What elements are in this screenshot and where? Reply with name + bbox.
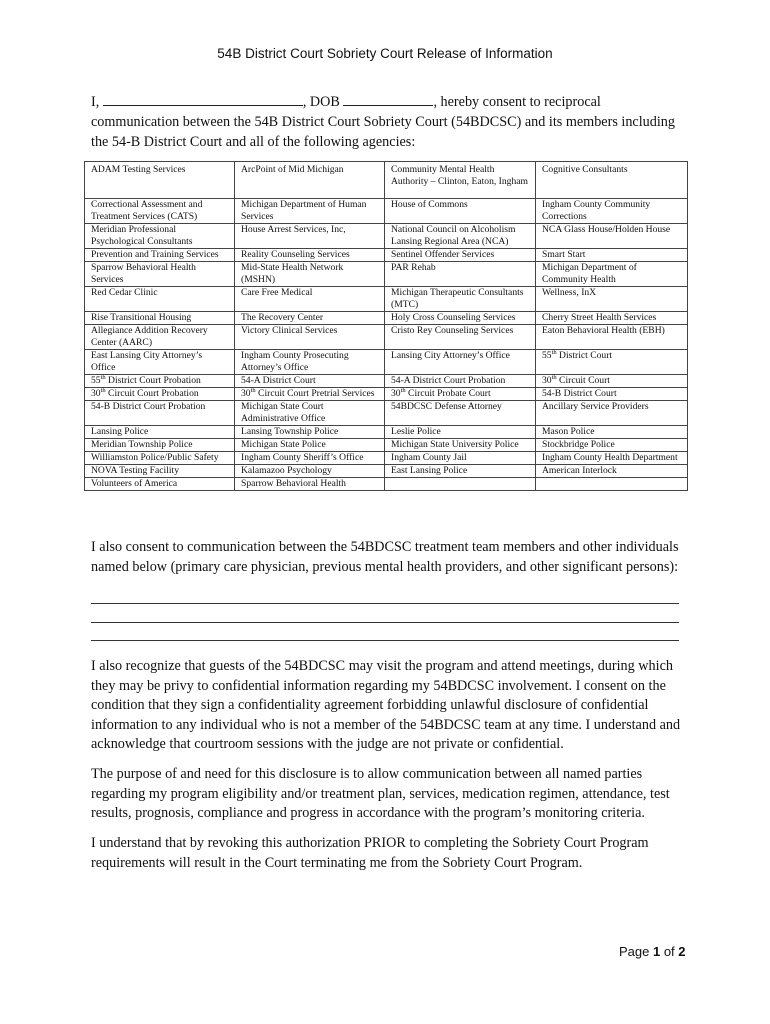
named-individual-line-3[interactable] bbox=[91, 640, 679, 641]
agency-cell: Stockbridge Police bbox=[536, 439, 688, 452]
table-row bbox=[85, 452, 688, 465]
table-row bbox=[85, 478, 688, 491]
agency-cell: Lansing Township Police bbox=[235, 426, 385, 439]
intro-lead: I, bbox=[91, 94, 103, 110]
agency-cell bbox=[536, 478, 688, 491]
agency-cell: ADAM Testing Services bbox=[85, 162, 235, 199]
agency-cell: Mid-State Health Network (MSHN) bbox=[235, 262, 385, 287]
agency-cell: House of Commons bbox=[385, 199, 536, 224]
agency-cell: East Lansing Police bbox=[385, 465, 536, 478]
agency-cell: Sparrow Behavioral Health bbox=[235, 478, 385, 491]
page-number: Page 1 of 2 bbox=[619, 944, 686, 959]
intro-line-2: communication between the 54B District Court Sobriety Court (54BDCSC) and its members including bbox=[91, 114, 675, 130]
table-row bbox=[85, 426, 688, 439]
agency-cell: Eaton Behavioral Health (EBH) bbox=[536, 325, 688, 350]
agency-cell: Prevention and Training Services bbox=[85, 249, 235, 262]
table-row bbox=[85, 224, 688, 249]
agency-cell: PAR Rehab bbox=[385, 262, 536, 287]
agency-cell: Holy Cross Counseling Services bbox=[385, 312, 536, 325]
table-row bbox=[85, 401, 688, 426]
agency-cell: 30th Circuit Court bbox=[536, 375, 688, 388]
table-row bbox=[85, 287, 688, 312]
table-row bbox=[85, 312, 688, 325]
agency-cell: American Interlock bbox=[536, 465, 688, 478]
table-row bbox=[85, 439, 688, 452]
intro-tail: , hereby consent to reciprocal bbox=[433, 94, 601, 110]
agency-cell: 30th Circuit Court Probation bbox=[85, 388, 235, 401]
agency-cell: Ancillary Service Providers bbox=[536, 401, 688, 426]
agency-cell: Michigan Therapeutic Consultants (MTC) bbox=[385, 287, 536, 312]
agency-cell: Meridian Township Police bbox=[85, 439, 235, 452]
table-row bbox=[85, 350, 688, 375]
agency-cell: Rise Transitional Housing bbox=[85, 312, 235, 325]
name-blank-field[interactable] bbox=[103, 92, 303, 106]
agency-cell: Michigan State Police bbox=[235, 439, 385, 452]
agency-cell: Ingham County Health Department bbox=[536, 452, 688, 465]
purpose-paragraph: The purpose of and need for this disclosure is to allow communication between all named parties regarding my program eligibility and/or treatment plan, services, medication regimen, attendance, test results, prognosis, compliance and progress in accordance with the program’s monitoring criteria. bbox=[91, 766, 670, 821]
agency-cell: Ingham County Jail bbox=[385, 452, 536, 465]
agency-cell: Volunteers of America bbox=[85, 478, 235, 491]
agency-cell bbox=[385, 478, 536, 491]
agency-cell: 55th District Court Probation bbox=[85, 375, 235, 388]
table-row bbox=[85, 162, 688, 199]
agency-cell: Community Mental Health Authority – Clinton, Eaton, Ingham bbox=[385, 162, 536, 199]
agency-cell: 54-B District Court bbox=[536, 388, 688, 401]
agency-cell: Allegiance Addition Recovery Center (AARC) bbox=[85, 325, 235, 350]
agency-cell: Michigan Department of Human Services bbox=[235, 199, 385, 224]
document-title: 54B District Court Sobriety Court Release of Information bbox=[217, 46, 553, 61]
agency-cell: NOVA Testing Facility bbox=[85, 465, 235, 478]
agency-cell: Lansing Police bbox=[85, 426, 235, 439]
agency-cell: Ingham County Sheriff’s Office bbox=[235, 452, 385, 465]
agency-cell: ArcPoint of Mid Michigan bbox=[235, 162, 385, 199]
table-row bbox=[85, 199, 688, 224]
agency-cell: Victory Clinical Services bbox=[235, 325, 385, 350]
agency-cell: Michigan Department of Community Health bbox=[536, 262, 688, 287]
agency-cell: House Arrest Services, Inc, bbox=[235, 224, 385, 249]
agency-cell: Care Free Medical bbox=[235, 287, 385, 312]
agency-cell: 54-B District Court Probation bbox=[85, 401, 235, 426]
intro-line-3: the 54-B District Court and all of the following agencies: bbox=[91, 134, 416, 150]
agency-cell: Correctional Assessment and Treatment Services (CATS) bbox=[85, 199, 235, 224]
agency-cell: Mason Police bbox=[536, 426, 688, 439]
guests-paragraph: I also recognize that guests of the 54BDCSC may visit the program and attend meetings, during which they may be privy to confidential information regarding my 54BDCSC involvement. I consent on the condition that they sign a confidentiality agreement forbidding unlawful disclosure of confidential information to any individual who is not a member of the 54BDCSC team at any time. I understand and acknowledge that courtroom sessions with the judge are not private or confidential. bbox=[91, 658, 681, 752]
agency-cell: Cristo Rey Counseling Services bbox=[385, 325, 536, 350]
agency-cell: 30th Circuit Probate Court bbox=[385, 388, 536, 401]
agency-cell: Michigan State Court Administrative Office bbox=[235, 401, 385, 426]
revoke-paragraph: I understand that by revoking this authorization PRIOR to completing the Sobriety Court Program requirements will result in the Court terminating me from the Sobriety Court Program. bbox=[91, 835, 649, 871]
named-individual-line-2[interactable] bbox=[91, 622, 679, 623]
agency-cell: Sentinel Offender Services bbox=[385, 249, 536, 262]
agency-cell: 54-A District Court bbox=[235, 375, 385, 388]
agency-cell: Red Cedar Clinic bbox=[85, 287, 235, 312]
agency-cell: Cognitive Consultants bbox=[536, 162, 688, 199]
table-row bbox=[85, 465, 688, 478]
table-row bbox=[85, 325, 688, 350]
agency-cell: Michigan State University Police bbox=[385, 439, 536, 452]
table-row bbox=[85, 262, 688, 287]
agency-cell: Ingham County Prosecuting Attorney’s Office bbox=[235, 350, 385, 375]
agency-cell: Meridian Professional Psychological Consultants bbox=[85, 224, 235, 249]
table-row bbox=[85, 375, 688, 388]
agency-cell: Williamston Police/Public Safety bbox=[85, 452, 235, 465]
agency-cell: Wellness, InX bbox=[536, 287, 688, 312]
table-row bbox=[85, 388, 688, 401]
agency-cell: Smart Start bbox=[536, 249, 688, 262]
intro-dob-label: , DOB bbox=[302, 94, 344, 110]
agency-cell: Cherry Street Health Services bbox=[536, 312, 688, 325]
agency-cell: Sparrow Behavioral Health Services bbox=[85, 262, 235, 287]
consent-intro bbox=[91, 92, 691, 152]
agencies-table bbox=[84, 161, 688, 491]
agency-cell: Ingham County Community Corrections bbox=[536, 199, 688, 224]
table-row bbox=[85, 249, 688, 262]
agency-cell: 54BDCSC Defense Attorney bbox=[385, 401, 536, 426]
agency-cell: 30th Circuit Court Pretrial Services bbox=[235, 388, 385, 401]
agency-cell: NCA Glass House/Holden House bbox=[536, 224, 688, 249]
agency-cell: Reality Counseling Services bbox=[235, 249, 385, 262]
agency-cell: National Council on Alcoholism Lansing Regional Area (NCA) bbox=[385, 224, 536, 249]
consent-others-paragraph: I also consent to communication between the 54BDCSC treatment team members and other individuals named below (primary care physician, previous mental health providers, and other significant persons): bbox=[91, 539, 679, 575]
agency-cell: Leslie Police bbox=[385, 426, 536, 439]
named-individual-line-1[interactable] bbox=[91, 603, 679, 604]
agency-cell: Lansing City Attorney’s Office bbox=[385, 350, 536, 375]
agency-cell: The Recovery Center bbox=[235, 312, 385, 325]
agency-cell: East Lansing City Attorney’s Office bbox=[85, 350, 235, 375]
agency-cell: 55th District Court bbox=[536, 350, 688, 375]
agency-cell: 54-A District Court Probation bbox=[385, 375, 536, 388]
agency-cell: Kalamazoo Psychology bbox=[235, 465, 385, 478]
dob-blank-field[interactable] bbox=[343, 92, 433, 106]
